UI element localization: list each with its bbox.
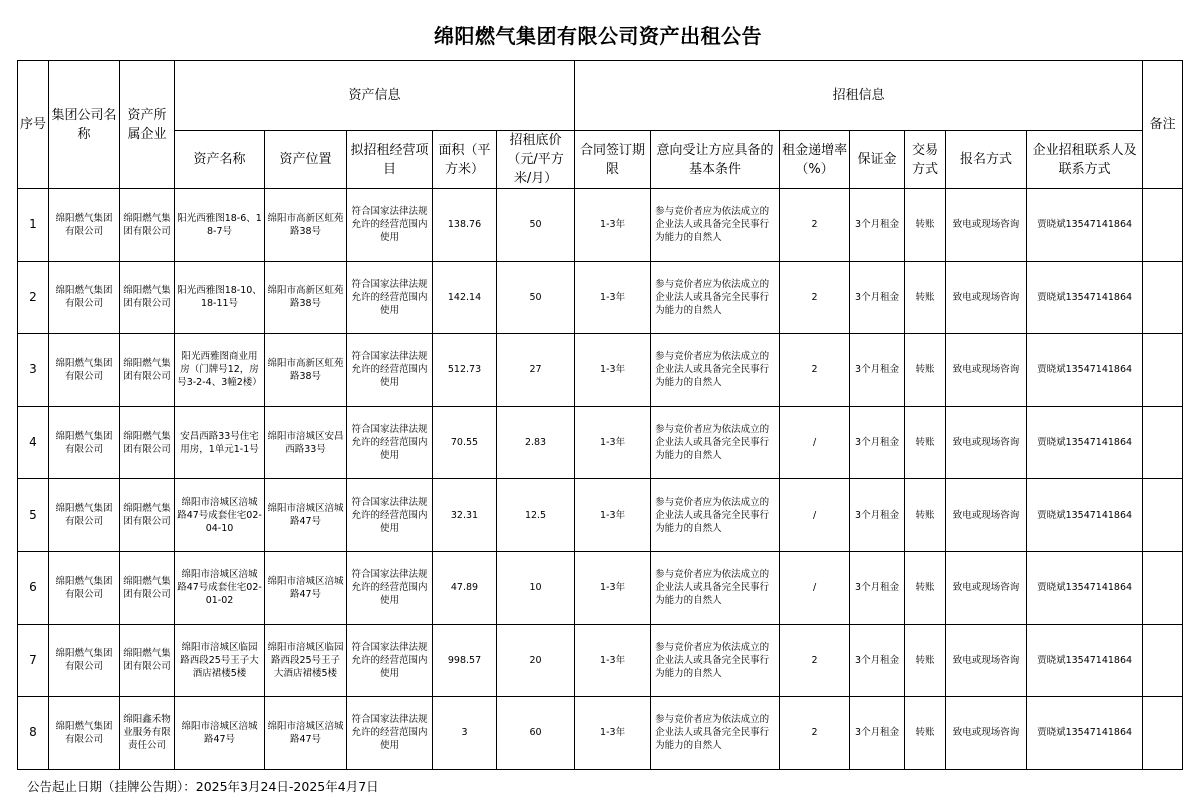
cell-remark bbox=[1143, 479, 1183, 552]
cell-group: 绵阳燃气集团有限公司 bbox=[49, 261, 120, 334]
cell-asset-name: 安昌西路33号住宅用房，1单元1-1号 bbox=[175, 406, 265, 479]
cell-trade: 转账 bbox=[905, 624, 946, 697]
cell-term: 1-3年 bbox=[575, 261, 651, 334]
cell-conditions: 参与竞价者应为依法成立的企业法人或具备完全民事行为能力的自然人 bbox=[651, 624, 780, 697]
cell-group: 绵阳燃气集团有限公司 bbox=[49, 406, 120, 479]
cell-seq: 5 bbox=[18, 479, 49, 552]
cell-base-price: 12.5 bbox=[497, 479, 575, 552]
cell-trade: 转账 bbox=[905, 551, 946, 624]
header-area: 面积（平方米） bbox=[433, 131, 497, 189]
cell-contact: 贾晓斌13547141864 bbox=[1027, 479, 1143, 552]
header-asset-location: 资产位置 bbox=[265, 131, 347, 189]
header-remark: 备注 bbox=[1143, 61, 1183, 189]
header-asset-info: 资产信息 bbox=[175, 61, 575, 131]
header-increase: 租金递增率（%） bbox=[780, 131, 850, 189]
cell-increase: 2 bbox=[780, 334, 850, 407]
cell-asset-location: 绵阳市高新区虹苑路38号 bbox=[265, 261, 347, 334]
table-row bbox=[18, 624, 1183, 697]
cell-conditions: 参与竞价者应为依法成立的企业法人或具备完全民事行为能力的自然人 bbox=[651, 551, 780, 624]
table-row bbox=[18, 261, 1183, 334]
cell-base-price: 2.83 bbox=[497, 406, 575, 479]
table-row bbox=[18, 406, 1183, 479]
cell-contact: 贾晓斌13547141864 bbox=[1027, 261, 1143, 334]
cell-group: 绵阳燃气集团有限公司 bbox=[49, 551, 120, 624]
cell-asset-location: 绵阳市涪城区涪城路47号 bbox=[265, 479, 347, 552]
cell-trade: 转账 bbox=[905, 406, 946, 479]
cell-conditions: 参与竞价者应为依法成立的企业法人或具备完全民事行为能力的自然人 bbox=[651, 406, 780, 479]
cell-contact: 贾晓斌13547141864 bbox=[1027, 697, 1143, 770]
cell-owner: 绵阳燃气集团有限公司 bbox=[120, 479, 175, 552]
cell-seq: 2 bbox=[18, 261, 49, 334]
cell-signup: 致电或现场咨询 bbox=[946, 624, 1027, 697]
cell-term: 1-3年 bbox=[575, 479, 651, 552]
cell-group: 绵阳燃气集团有限公司 bbox=[49, 189, 120, 262]
cell-asset-name: 绵阳市涪城区临园路西段25号王子大酒店裙楼5楼 bbox=[175, 624, 265, 697]
cell-conditions: 参与竞价者应为依法成立的企业法人或具备完全民事行为能力的自然人 bbox=[651, 261, 780, 334]
cell-asset-name: 阳光西雅图18-10、18-11号 bbox=[175, 261, 265, 334]
cell-business: 符合国家法律法规允许的经营范围内使用 bbox=[347, 551, 433, 624]
cell-signup: 致电或现场咨询 bbox=[946, 334, 1027, 407]
cell-area: 3 bbox=[433, 697, 497, 770]
cell-business: 符合国家法律法规允许的经营范围内使用 bbox=[347, 697, 433, 770]
table-row bbox=[18, 189, 1183, 262]
cell-deposit: 3个月租金 bbox=[850, 479, 905, 552]
cell-remark bbox=[1143, 551, 1183, 624]
cell-base-price: 50 bbox=[497, 189, 575, 262]
cell-signup: 致电或现场咨询 bbox=[946, 697, 1027, 770]
header-signup: 报名方式 bbox=[946, 131, 1027, 189]
cell-area: 142.14 bbox=[433, 261, 497, 334]
cell-remark bbox=[1143, 406, 1183, 479]
cell-remark bbox=[1143, 189, 1183, 262]
cell-trade: 转账 bbox=[905, 261, 946, 334]
cell-area: 32.31 bbox=[433, 479, 497, 552]
cell-owner: 绵阳燃气集团有限公司 bbox=[120, 334, 175, 407]
cell-signup: 致电或现场咨询 bbox=[946, 551, 1027, 624]
cell-remark bbox=[1143, 334, 1183, 407]
cell-seq: 6 bbox=[18, 551, 49, 624]
cell-business: 符合国家法律法规允许的经营范围内使用 bbox=[347, 189, 433, 262]
cell-seq: 4 bbox=[18, 406, 49, 479]
lease-table bbox=[17, 60, 1183, 770]
cell-asset-location: 绵阳市高新区虹苑路38号 bbox=[265, 189, 347, 262]
cell-term: 1-3年 bbox=[575, 551, 651, 624]
cell-conditions: 参与竞价者应为依法成立的企业法人或具备完全民事行为能力的自然人 bbox=[651, 189, 780, 262]
cell-group: 绵阳燃气集团有限公司 bbox=[49, 334, 120, 407]
cell-deposit: 3个月租金 bbox=[850, 189, 905, 262]
cell-business: 符合国家法律法规允许的经营范围内使用 bbox=[347, 406, 433, 479]
cell-contact: 贾晓斌13547141864 bbox=[1027, 624, 1143, 697]
cell-area: 998.57 bbox=[433, 624, 497, 697]
cell-remark bbox=[1143, 261, 1183, 334]
cell-trade: 转账 bbox=[905, 697, 946, 770]
cell-group: 绵阳燃气集团有限公司 bbox=[49, 624, 120, 697]
cell-owner: 绵阳燃气集团有限公司 bbox=[120, 551, 175, 624]
cell-area: 138.76 bbox=[433, 189, 497, 262]
cell-term: 1-3年 bbox=[575, 334, 651, 407]
cell-trade: 转账 bbox=[905, 334, 946, 407]
table-row bbox=[18, 479, 1183, 552]
table-row bbox=[18, 697, 1183, 770]
cell-seq: 3 bbox=[18, 334, 49, 407]
cell-owner: 绵阳燃气集团有限公司 bbox=[120, 189, 175, 262]
cell-conditions: 参与竞价者应为依法成立的企业法人或具备完全民事行为能力的自然人 bbox=[651, 697, 780, 770]
cell-business: 符合国家法律法规允许的经营范围内使用 bbox=[347, 479, 433, 552]
cell-trade: 转账 bbox=[905, 479, 946, 552]
cell-deposit: 3个月租金 bbox=[850, 334, 905, 407]
cell-base-price: 27 bbox=[497, 334, 575, 407]
header-business: 拟招租经营项目 bbox=[347, 131, 433, 189]
cell-signup: 致电或现场咨询 bbox=[946, 189, 1027, 262]
header-seq: 序号 bbox=[18, 61, 49, 189]
cell-asset-name: 阳光西雅图18-6、18-7号 bbox=[175, 189, 265, 262]
cell-owner: 绵阳燃气集团有限公司 bbox=[120, 261, 175, 334]
cell-trade: 转账 bbox=[905, 189, 946, 262]
table-row bbox=[18, 334, 1183, 407]
cell-contact: 贾晓斌13547141864 bbox=[1027, 189, 1143, 262]
cell-base-price: 20 bbox=[497, 624, 575, 697]
header-deposit: 保证金 bbox=[850, 131, 905, 189]
header-contact: 企业招租联系人及联系方式 bbox=[1027, 131, 1143, 189]
cell-deposit: 3个月租金 bbox=[850, 261, 905, 334]
cell-signup: 致电或现场咨询 bbox=[946, 261, 1027, 334]
cell-business: 符合国家法律法规允许的经营范围内使用 bbox=[347, 334, 433, 407]
header-conditions: 意向受让方应具备的基本条件 bbox=[651, 131, 780, 189]
cell-increase: / bbox=[780, 479, 850, 552]
announcement-period: 公告起止日期（挂牌公告期）：2025年3月24日-2025年4月7日 bbox=[27, 779, 379, 794]
cell-signup: 致电或现场咨询 bbox=[946, 406, 1027, 479]
cell-increase: 2 bbox=[780, 261, 850, 334]
cell-contact: 贾晓斌13547141864 bbox=[1027, 551, 1143, 624]
cell-seq: 1 bbox=[18, 189, 49, 262]
cell-conditions: 参与竞价者应为依法成立的企业法人或具备完全民事行为能力的自然人 bbox=[651, 479, 780, 552]
cell-contact: 贾晓斌13547141864 bbox=[1027, 406, 1143, 479]
header-term: 合同签订期限 bbox=[575, 131, 651, 189]
cell-remark bbox=[1143, 697, 1183, 770]
cell-term: 1-3年 bbox=[575, 189, 651, 262]
cell-business: 符合国家法律法规允许的经营范围内使用 bbox=[347, 624, 433, 697]
cell-owner: 绵阳燃气集团有限公司 bbox=[120, 406, 175, 479]
cell-asset-name: 绵阳市涪城区涪城路47号成套住宅02-01-02 bbox=[175, 551, 265, 624]
cell-remark bbox=[1143, 624, 1183, 697]
cell-asset-location: 绵阳市涪城区涪城路47号 bbox=[265, 551, 347, 624]
cell-seq: 7 bbox=[18, 624, 49, 697]
header-asset-name: 资产名称 bbox=[175, 131, 265, 189]
header-owner: 资产所属企业 bbox=[120, 61, 175, 189]
cell-asset-location: 绵阳市涪城区安昌西路33号 bbox=[265, 406, 347, 479]
cell-signup: 致电或现场咨询 bbox=[946, 479, 1027, 552]
cell-base-price: 10 bbox=[497, 551, 575, 624]
cell-increase: 2 bbox=[780, 697, 850, 770]
cell-contact: 贾晓斌13547141864 bbox=[1027, 334, 1143, 407]
cell-asset-name: 阳光西雅图商业用房（门牌号12，房号3-2-4、3幢2楼） bbox=[175, 334, 265, 407]
cell-business: 符合国家法律法规允许的经营范围内使用 bbox=[347, 261, 433, 334]
header-base-price: 招租底价（元/平方米/月） bbox=[497, 131, 575, 189]
table-row bbox=[18, 551, 1183, 624]
page-title: 绵阳燃气集团有限公司资产出租公告 bbox=[434, 24, 762, 48]
cell-owner: 绵阳燃气集团有限公司 bbox=[120, 624, 175, 697]
cell-term: 1-3年 bbox=[575, 406, 651, 479]
cell-term: 1-3年 bbox=[575, 624, 651, 697]
cell-seq: 8 bbox=[18, 697, 49, 770]
cell-deposit: 3个月租金 bbox=[850, 697, 905, 770]
cell-deposit: 3个月租金 bbox=[850, 551, 905, 624]
cell-increase: 2 bbox=[780, 189, 850, 262]
cell-area: 47.89 bbox=[433, 551, 497, 624]
cell-increase: / bbox=[780, 551, 850, 624]
cell-owner: 绵阳鑫禾物业服务有限责任公司 bbox=[120, 697, 175, 770]
table-body bbox=[18, 189, 1183, 770]
cell-asset-location: 绵阳市涪城区涪城路47号 bbox=[265, 697, 347, 770]
cell-base-price: 60 bbox=[497, 697, 575, 770]
cell-base-price: 50 bbox=[497, 261, 575, 334]
cell-increase: / bbox=[780, 406, 850, 479]
cell-asset-location: 绵阳市涪城区临园路西段25号王子大酒店裙楼5楼 bbox=[265, 624, 347, 697]
cell-increase: 2 bbox=[780, 624, 850, 697]
header-group: 集团公司名称 bbox=[49, 61, 120, 189]
cell-group: 绵阳燃气集团有限公司 bbox=[49, 479, 120, 552]
cell-asset-name: 绵阳市涪城区涪城路47号 bbox=[175, 697, 265, 770]
cell-deposit: 3个月租金 bbox=[850, 624, 905, 697]
cell-group: 绵阳燃气集团有限公司 bbox=[49, 697, 120, 770]
cell-conditions: 参与竞价者应为依法成立的企业法人或具备完全民事行为能力的自然人 bbox=[651, 334, 780, 407]
cell-term: 1-3年 bbox=[575, 697, 651, 770]
cell-deposit: 3个月租金 bbox=[850, 406, 905, 479]
header-lease-info: 招租信息 bbox=[575, 61, 1143, 131]
cell-asset-name: 绵阳市涪城区涪城路47号成套住宅02-04-10 bbox=[175, 479, 265, 552]
cell-area: 512.73 bbox=[433, 334, 497, 407]
header-trade: 交易方式 bbox=[905, 131, 946, 189]
cell-area: 70.55 bbox=[433, 406, 497, 479]
cell-asset-location: 绵阳市高新区虹苑路38号 bbox=[265, 334, 347, 407]
